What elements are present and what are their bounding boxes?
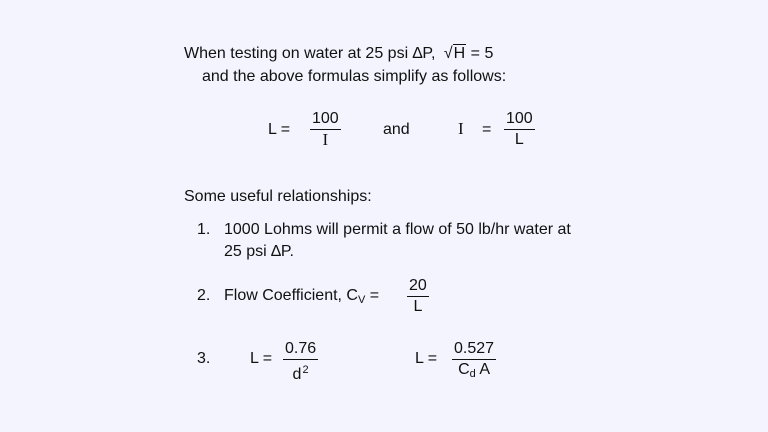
item-1-number: 1.: [197, 221, 211, 238]
formula-left-lhs: L =: [268, 121, 291, 138]
fraction-numerator: 0.76: [283, 340, 318, 360]
formula-right-variable: I: [458, 119, 464, 138]
item-1-line-2: 25 psi ∆P.: [224, 243, 294, 260]
item-2-label: [224, 286, 379, 310]
intro-line-2: and the above formulas simplify as follows:: [202, 68, 507, 85]
flow-coefficient-label: Flow Coefficient, C: [224, 287, 358, 304]
sqrt-symbol: √: [443, 45, 453, 62]
item-3-a-fraction: [283, 340, 318, 384]
fraction-numerator: 20: [407, 277, 429, 297]
formula-right-fraction: [504, 110, 535, 149]
item-2-fraction: [407, 277, 429, 316]
intro-line-1: [184, 44, 493, 64]
fraction-numerator: 0.527: [452, 340, 496, 360]
intro-line-1-text: When testing on water at 25 psi ∆P,: [184, 45, 436, 62]
fraction-denominator: [293, 360, 309, 384]
fraction-denominator: L: [514, 131, 524, 148]
denominator-exponent: 2: [302, 364, 309, 376]
formula-connector: and: [383, 121, 410, 138]
fraction-denominator: L: [413, 298, 423, 315]
item-3-b-lhs: L =: [415, 350, 438, 367]
formula-left-fraction: [310, 110, 341, 149]
denominator-subscript: d: [469, 368, 476, 380]
flow-coefficient-subscript: V: [357, 294, 366, 306]
item-2-equals: =: [369, 287, 380, 304]
item-3-b-fraction: [452, 340, 496, 383]
denominator-base: d: [292, 366, 302, 383]
fraction-numerator: 100: [310, 110, 341, 130]
item-1-line-1: 1000 Lohms will permit a flow of 50 lb/hr water at: [224, 221, 571, 238]
fraction-numerator: 100: [504, 110, 535, 130]
intro-equals-text: = 5: [470, 45, 494, 62]
sqrt-radicand: H: [453, 45, 466, 62]
formula-right-equals: =: [482, 121, 492, 138]
relationships-heading: Some useful relationships:: [184, 188, 372, 205]
item-2-number: 2.: [197, 287, 211, 304]
denominator-base: C: [458, 361, 470, 378]
fraction-denominator: I: [322, 130, 329, 149]
denominator-tail: A: [475, 361, 490, 378]
item-3-a-lhs: L =: [250, 350, 273, 367]
fraction-denominator: [458, 360, 490, 383]
item-3-number: 3.: [197, 350, 211, 367]
